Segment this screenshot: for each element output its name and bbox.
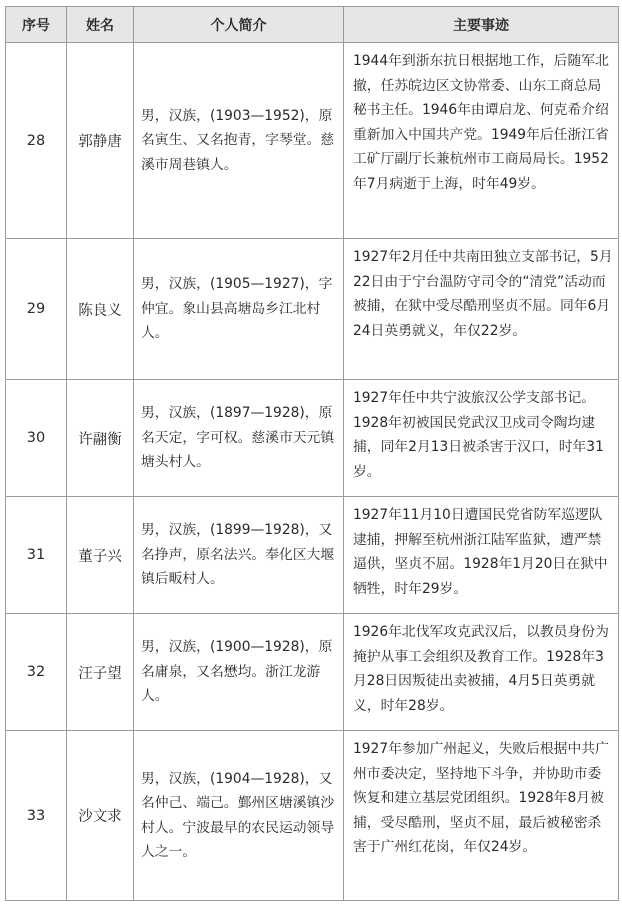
person-intro: 男，汉族，(1900—1928)，原名庸泉，又名懋均。浙江龙游人。 bbox=[134, 614, 344, 731]
person-name: 董子兴 bbox=[67, 497, 134, 614]
header-number: 序号 bbox=[6, 7, 67, 43]
row-number: 33 bbox=[6, 731, 67, 901]
person-name: 陈良义 bbox=[67, 239, 134, 380]
row-number: 29 bbox=[6, 239, 67, 380]
table-row bbox=[6, 731, 619, 901]
row-number: 30 bbox=[6, 380, 67, 497]
person-events: 1927年2月任中共南田独立支部书记，5月22日由于宁台温防守司令的“清党”活动而被捕，在狱中受尽酷刑坚贞不屈。同年6月24日英勇就义，年仅22岁。 bbox=[344, 239, 619, 380]
person-events: 1927年任中共宁波旅汉公学支部书记。1928年初被国民党武汉卫戍司令陶均逮捕，同年2月13日被杀害于汉口，时年31岁。 bbox=[344, 380, 619, 497]
person-intro: 男，汉族，(1897—1928)，原名天定，字可权。慈溪市天元镇塘头村人。 bbox=[134, 380, 344, 497]
row-number: 28 bbox=[6, 43, 67, 239]
table-row bbox=[6, 614, 619, 731]
biography-table bbox=[5, 6, 619, 901]
person-name: 沙文求 bbox=[67, 731, 134, 901]
person-events: 1926年北伐军攻克武汉后，以教员身份为掩护从事工会组织及教育工作。1928年3月28日因叛徒出卖被捕，4月5日英勇就义，时年28岁。 bbox=[344, 614, 619, 731]
table-row bbox=[6, 43, 619, 239]
table-row bbox=[6, 380, 619, 497]
row-number: 32 bbox=[6, 614, 67, 731]
person-events: 1927年11月10日遭国民党省防军巡逻队逮捕，押解至杭州浙江陆军监狱，遭严禁逼供，坚贞不屈。1928年1月20日在狱中牺牲，时年29岁。 bbox=[344, 497, 619, 614]
person-intro: 男，汉族，(1904—1928)，又名仲己、端己。鄞州区塘溪镇沙村人。宁波最早的农民运动领导人之一。 bbox=[134, 731, 344, 901]
table-row bbox=[6, 497, 619, 614]
header-row bbox=[6, 7, 619, 43]
header-events: 主要事迹 bbox=[344, 7, 619, 43]
person-intro: 男，汉族，(1899—1928)，又名挣声，原名法兴。奉化区大堰镇后畈村人。 bbox=[134, 497, 344, 614]
person-events: 1944年到浙东抗日根据地工作，后随军北撤，任苏皖边区文协常委、山东工商总局秘书主任。1946年由谭启龙、何克希介绍重新加入中国共产党。1949年后任浙江省工矿厅副厅长兼杭州市工商局局长。1952年7月病逝于上海，时年49岁。 bbox=[344, 43, 619, 239]
person-name: 汪子望 bbox=[67, 614, 134, 731]
person-events: 1927年参加广州起义，失败后根据中共广州市委决定，坚持地下斗争，并协助市委恢复和建立基层党团组织。1928年8月被捕，受尽酷刑，坚贞不屈，最后被秘密杀害于广州红花岗，年仅24岁。 bbox=[344, 731, 619, 901]
header-intro: 个人简介 bbox=[134, 7, 344, 43]
person-intro: 男，汉族，(1903—1952)，原名寅生、又名抱青，字琴堂。慈溪市周巷镇人。 bbox=[134, 43, 344, 239]
header-name: 姓名 bbox=[67, 7, 134, 43]
person-intro: 男，汉族，(1905—1927)，字仲宜。象山县高塘岛乡江北村人。 bbox=[134, 239, 344, 380]
table-row bbox=[6, 239, 619, 380]
person-name: 许翮衡 bbox=[67, 380, 134, 497]
row-number: 31 bbox=[6, 497, 67, 614]
person-name: 郭静唐 bbox=[67, 43, 134, 239]
